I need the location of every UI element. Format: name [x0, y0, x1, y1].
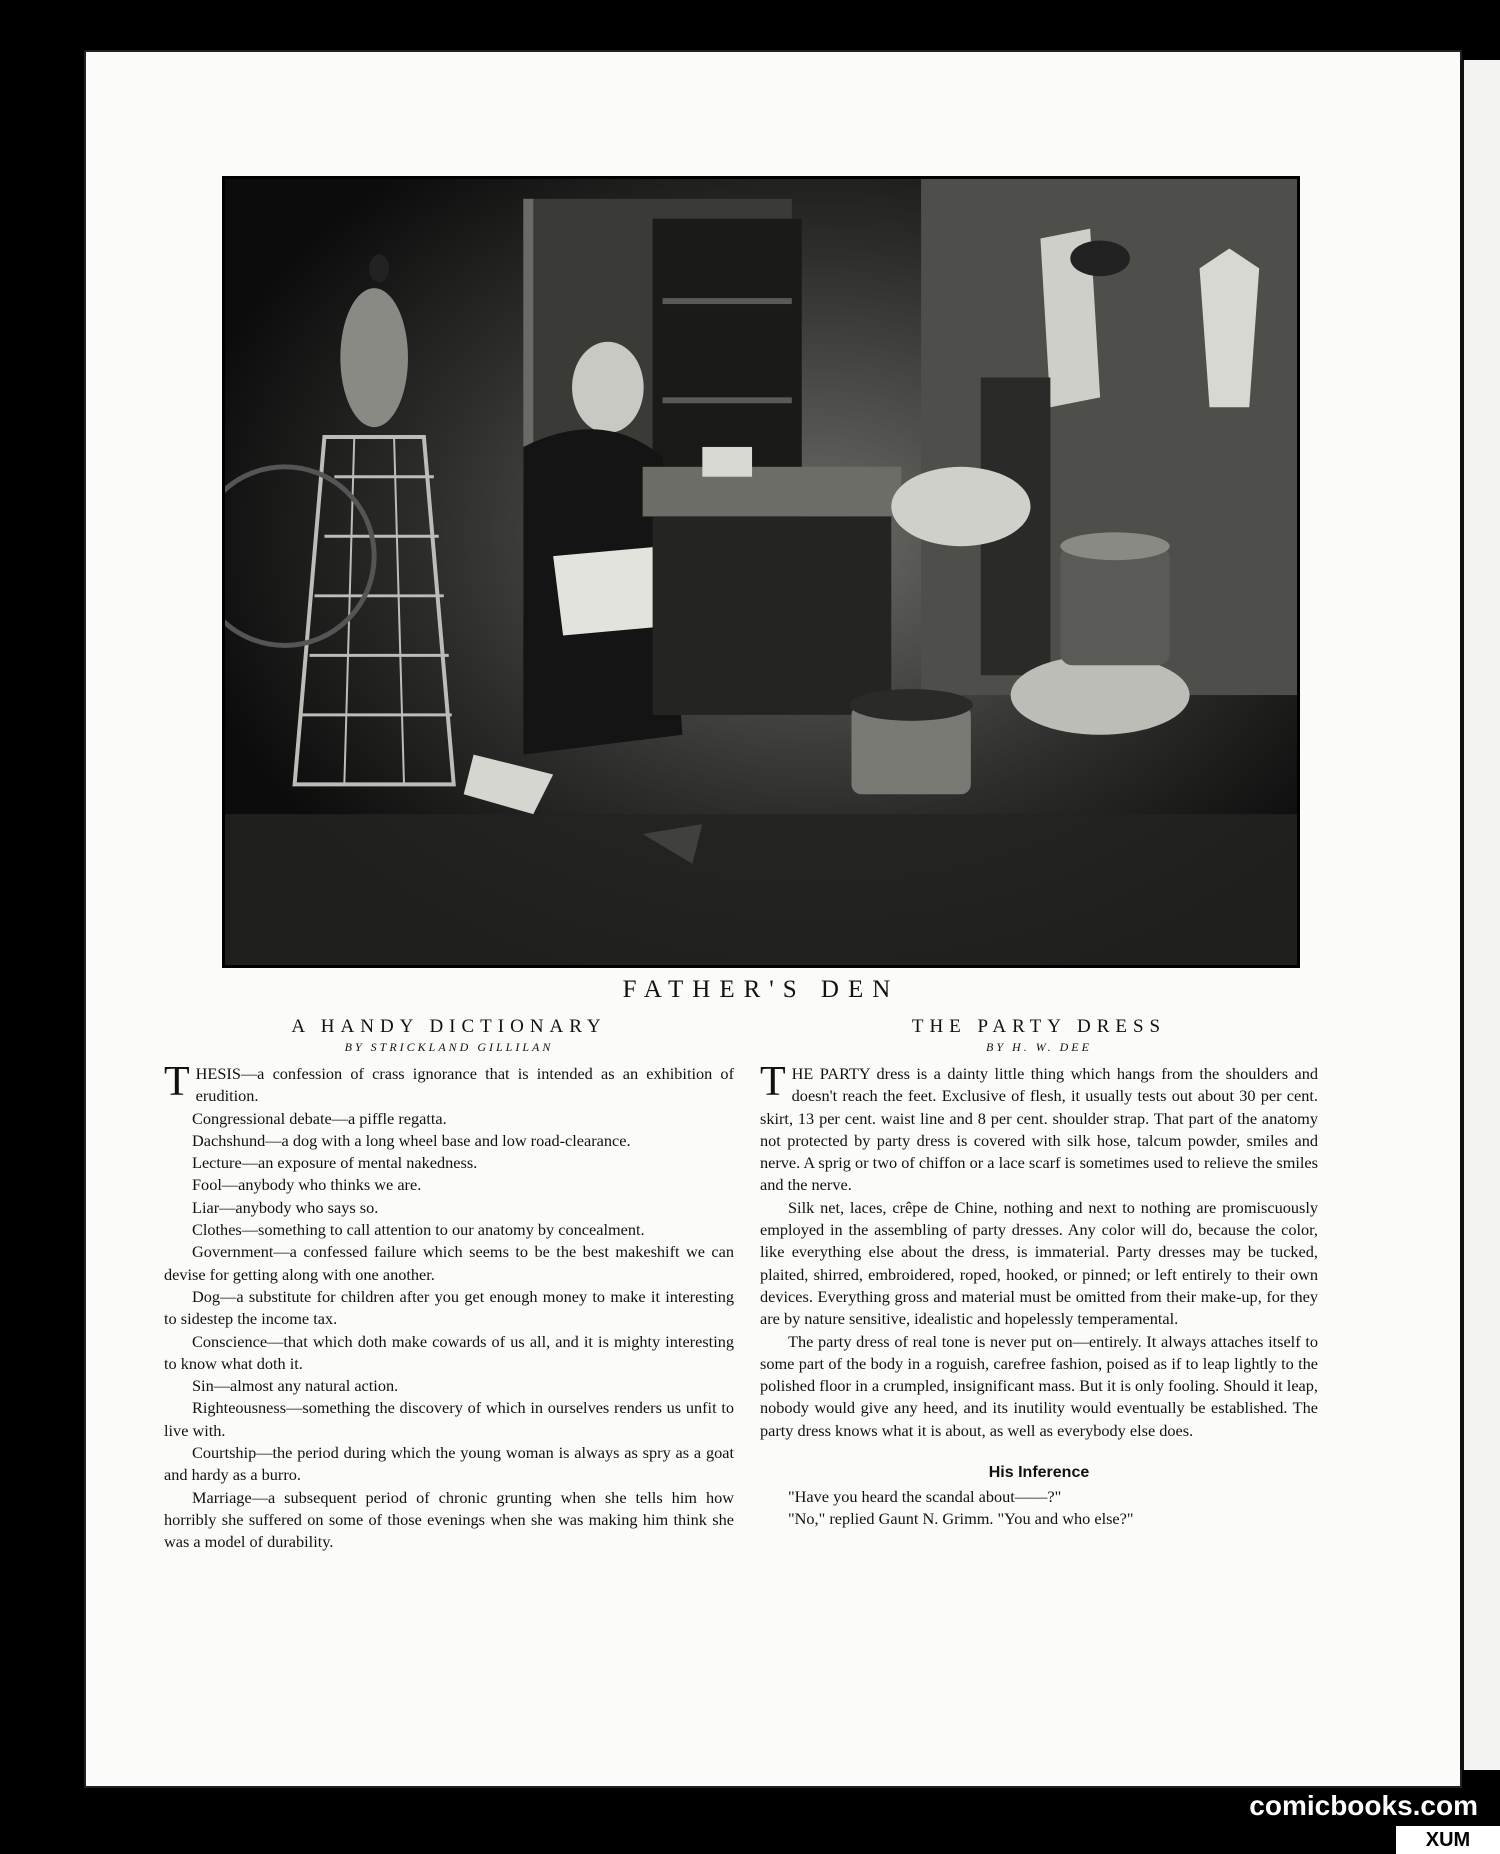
- illustration-caption: FATHER'S DEN: [622, 976, 900, 1003]
- article-handy-dictionary: [164, 1016, 734, 1554]
- scan-badge: XUM: [1396, 1826, 1500, 1854]
- drop-cap: T: [164, 1059, 190, 1105]
- dialogue-line: "No," replied Gaunt N. Grimm. "You and who else?": [788, 1509, 1134, 1529]
- next-page-edge: [1460, 60, 1500, 1770]
- paragraph: THESIS—a confession of crass ignorance that is intended as an exhibition of erudition.: [164, 1059, 734, 1106]
- paragraph: Lecture—an exposure of mental nakedness.: [192, 1153, 478, 1173]
- paragraph: Courtship—the period during which the young woman is always as spry as a goat and hardy as a burro.: [164, 1443, 734, 1485]
- paragraph: THE PARTY dress is a dainty little thing which hangs from the shoulders and doesn't reach the feet. Exclusive of flesh, it usually tests out about 30 per cent. skirt, 13 per cent. waist line and 8 per cent. shoulder strap. That part of the anatomy not protected by party dress is covered with silk hose, talcum powder, smiles and nerve. A sprig or two of chiffon or a lace scarf is sometimes used to relieve the smiles and the nerve.: [760, 1059, 1318, 1195]
- paragraph: Marriage—a subsequent period of chronic grunting when she tells him how horribly she suffered on some of those evenings when she was making him think she was a model of durability.: [164, 1487, 734, 1552]
- dialogue-line: "Have you heard the scandal about——?": [788, 1487, 1062, 1507]
- article-party-dress: [760, 1016, 1318, 1531]
- den-painting: [225, 179, 1297, 965]
- paragraph: Government—a confessed failure which seems to be the best makeshift we can devise for getting along with one another.: [164, 1242, 734, 1284]
- paragraph: Silk net, laces, crêpe de Chine, nothing and next to nothing are promiscuously employed in the assembling of party dresses. Any color will do, because the color, like everything else about the dress, is immaterial. Party dresses may be tucked, plaited, shirred, embroidered, roped, hooked, or pinned; or left entirely to their own devices. Everything gross and material must be omitted from their make-up, for they are by nature sensitive, idealistic and hopelessly temperamental.: [760, 1197, 1318, 1329]
- article-title: THE PARTY DRESS: [911, 1016, 1167, 1037]
- paragraph: Conscience—that which doth make cowards of us all, and it is mighty interesting to know what doth it.: [164, 1331, 734, 1373]
- drop-cap: T: [760, 1059, 786, 1105]
- paragraph: Fool—anybody who thinks we are.: [192, 1175, 422, 1195]
- article-byline: BY STRICKLAND GILLILAN: [344, 1040, 554, 1054]
- paragraph: Sin—almost any natural action.: [192, 1376, 399, 1396]
- paragraph: Dachshund—a dog with a long wheel base and low road-clearance.: [192, 1130, 631, 1150]
- illustration-fathers-den: [222, 176, 1300, 968]
- paragraph: Clothes—something to call attention to our anatomy by concealment.: [192, 1220, 645, 1240]
- article-title: A HANDY DICTIONARY: [291, 1016, 607, 1037]
- paragraph: Righteousness—something the discovery of which in ourselves renders us unfit to live with.: [164, 1398, 734, 1440]
- article-byline: BY H. W. DEE: [986, 1040, 1092, 1054]
- paragraph: The party dress of real tone is never put on—entirely. It always attaches itself to some part of the body in a roguish, carefree fashion, poised as if to leap lightly to the polished floor in a crumpled, insignificant mass. But it is only fooling. Should it leap, nobody would give any heed, and its inutility would eventually be established. The party dress knows what it is about, as well as everybody else does.: [760, 1331, 1318, 1440]
- sub-heading: His Inference: [988, 1464, 1090, 1482]
- paragraph: Dog—a substitute for children after you get enough money to make it interesting to sidestep the income tax.: [164, 1286, 734, 1329]
- paragraph: Liar—anybody who says so.: [192, 1197, 379, 1217]
- paragraph: Congressional debate—a piffle regatta.: [192, 1108, 447, 1128]
- site-watermark: comicbooks.com: [1249, 1790, 1478, 1821]
